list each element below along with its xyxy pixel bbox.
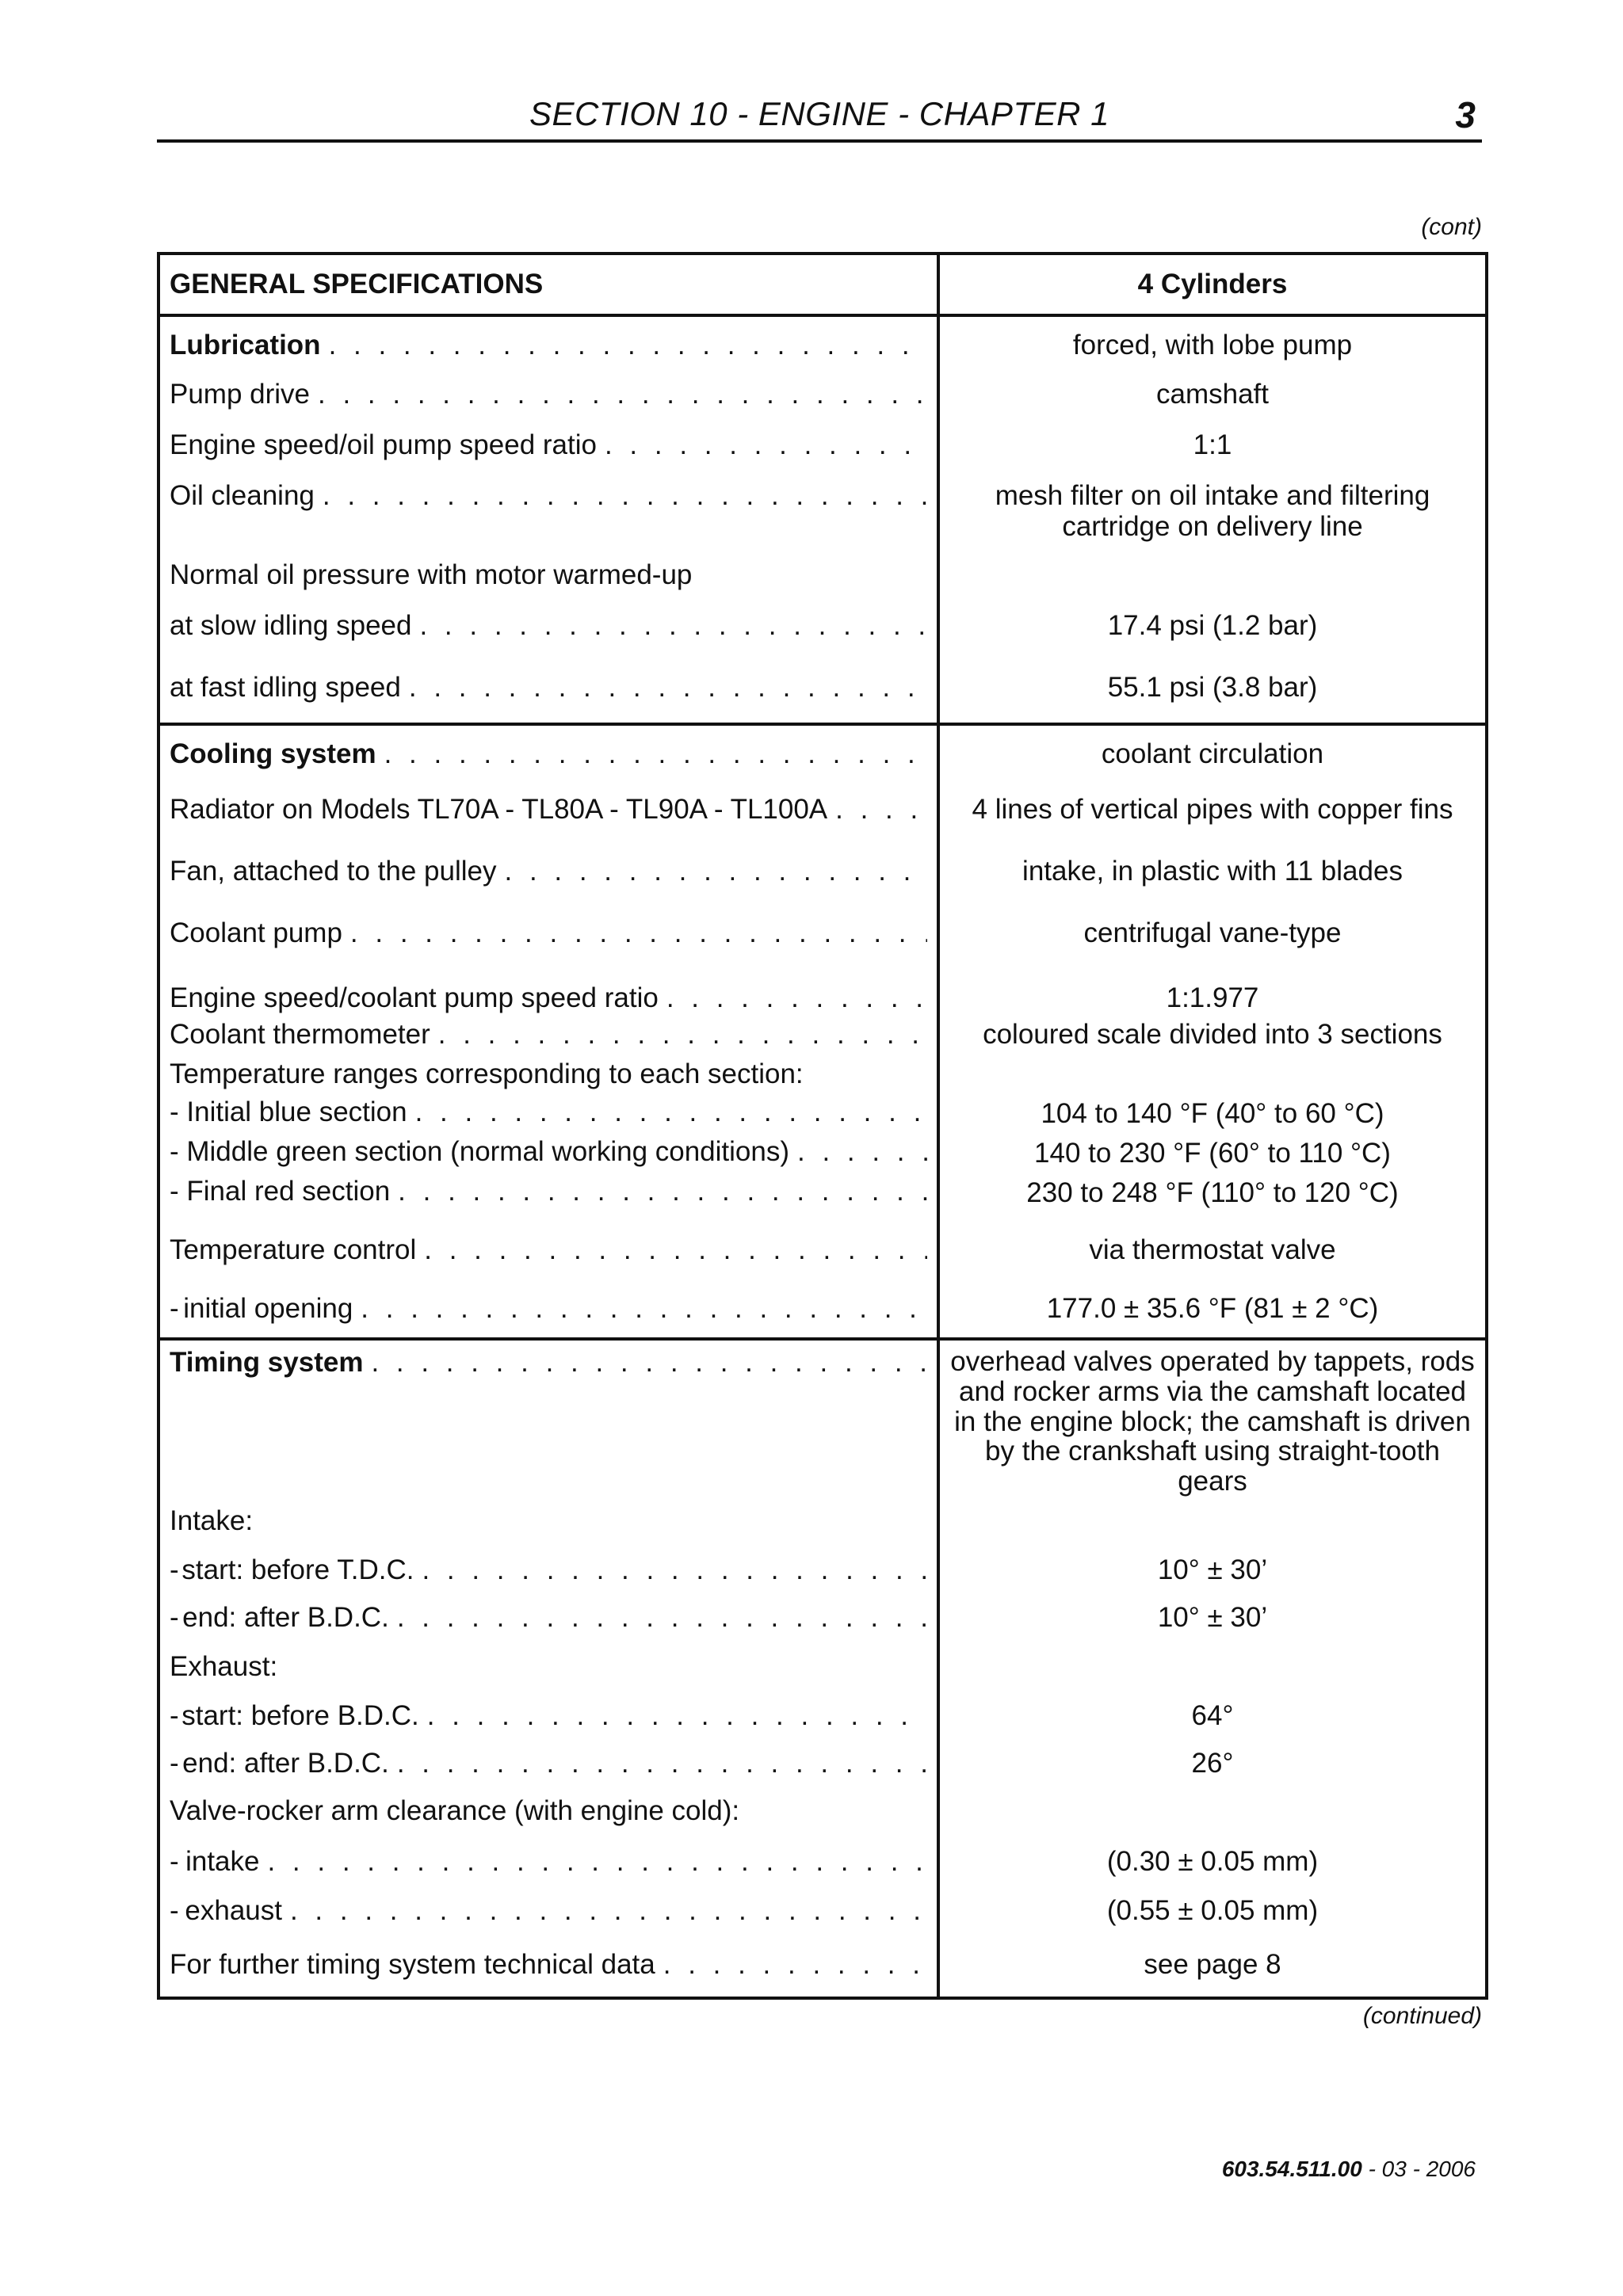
column-header-cylinders: 4 Cylinders: [938, 254, 1487, 315]
dash-marker: -: [170, 1846, 179, 1877]
row-label: - Initial blue section: [170, 1097, 407, 1127]
row-value: 26°: [938, 1745, 1487, 1792]
dash-marker: -: [170, 1700, 179, 1731]
subheading-exhaust: Exhaust:: [158, 1648, 938, 1695]
page-header: [157, 86, 1482, 143]
row-label: intake: [185, 1846, 260, 1877]
subheading-intake: Intake:: [158, 1502, 938, 1550]
row-value-line: cartridge on delivery line: [1062, 511, 1363, 543]
table-header-row: [158, 254, 1487, 315]
row-value-line: and rocker arms via the camshaft located: [958, 1375, 1466, 1407]
section-title: SECTION 10 - ENGINE - CHAPTER 1: [529, 95, 1109, 132]
row-value: see page 8: [938, 1943, 1487, 1998]
row-value-line: in the engine block; the camshaft is driven: [954, 1405, 1471, 1437]
dash-marker: -: [170, 1293, 179, 1324]
table-row: [158, 843, 1487, 905]
row-label: Coolant thermometer: [170, 1019, 430, 1050]
row-label: - Final red section: [170, 1176, 391, 1207]
page-footer: [1222, 2157, 1476, 2182]
table-row: [158, 1502, 1487, 1550]
row-value: centrifugal vane-type: [938, 905, 1487, 967]
row-value: (0.55 ± 0.05 mm): [938, 1890, 1487, 1943]
table-row: [158, 905, 1487, 967]
row-label: - Middle green section (normal working conditions): [170, 1136, 790, 1167]
subheading-temperature-ranges: Temperature ranges corresponding to each section:: [158, 1054, 938, 1093]
continued-from-note: (cont): [1421, 214, 1482, 240]
subheading-valve-clearance: Valve-rocker arm clearance (with engine cold):: [158, 1792, 938, 1841]
row-label: Oil cleaning: [170, 480, 315, 511]
table-row: [158, 1745, 1487, 1792]
table-row: [158, 1648, 1487, 1695]
row-value-cooling-system: coolant circulation: [938, 724, 1487, 783]
row-value: 104 to 140 °F (40° to 60 °C): [938, 1093, 1487, 1133]
row-value: camshaft: [938, 371, 1487, 421]
table-row: [158, 472, 1487, 551]
table-row: [158, 1943, 1487, 1998]
row-value: intake, in plastic with 11 blades: [938, 843, 1487, 905]
table-row: [158, 659, 1487, 724]
table-row: [158, 783, 1487, 843]
row-label: Radiator on Models TL70A - TL80A - TL90A - TL100A: [170, 794, 828, 825]
row-value-line: gears: [1178, 1466, 1247, 1497]
row-label: at fast idling speed: [170, 672, 401, 703]
row-label-cooling-system: Cooling system: [170, 738, 376, 769]
table-row: [158, 1599, 1487, 1648]
row-value: (0.30 ± 0.05 mm): [938, 1841, 1487, 1890]
table-row: [158, 1133, 1487, 1173]
row-label: start: before T.D.C.: [181, 1554, 414, 1585]
page-number: 3: [1455, 94, 1476, 135]
table-row: [158, 1339, 1487, 1502]
row-label: at slow idling speed: [170, 610, 412, 641]
table-row: [158, 1173, 1487, 1226]
continued-note: (continued): [1362, 2003, 1482, 2029]
row-value: 177.0 ± 35.6 °F (81 ± 2 °C): [938, 1285, 1487, 1339]
row-value: 17.4 psi (1.2 bar): [938, 602, 1487, 659]
table-row: [158, 1550, 1487, 1599]
row-label: end: after B.D.C.: [182, 1602, 389, 1633]
row-value: via thermostat valve: [938, 1226, 1487, 1285]
row-value: 1:1: [938, 421, 1487, 472]
table-row: [158, 724, 1487, 783]
dash-marker: -: [170, 1602, 179, 1633]
document-date: - 03 - 2006: [1361, 2157, 1476, 2181]
table-row: [158, 602, 1487, 659]
row-label: Engine speed/coolant pump speed ratio: [170, 982, 659, 1013]
row-label: For further timing system technical data: [170, 1949, 655, 1980]
table-row: [158, 1226, 1487, 1285]
row-label: end: after B.D.C.: [182, 1748, 389, 1779]
table-row: [158, 421, 1487, 472]
dash-marker: -: [170, 1748, 179, 1779]
table-row: [158, 1841, 1487, 1890]
row-value-line: by the crankshaft using straight-tooth: [985, 1436, 1440, 1467]
table-row: [158, 1792, 1487, 1841]
subheading-oil-pressure: Normal oil pressure with motor warmed-up: [158, 551, 938, 602]
row-value: 140 to 230 °F (60° to 110 °C): [938, 1133, 1487, 1173]
row-value: 10° ± 30’: [938, 1550, 1487, 1599]
document-code: 603.54.511.00: [1221, 2157, 1362, 2181]
row-value: 55.1 psi (3.8 bar): [938, 659, 1487, 724]
dash-marker: -: [170, 1554, 179, 1585]
table-row: [158, 371, 1487, 421]
table-row: [158, 967, 1487, 1014]
table-row: [158, 1054, 1487, 1093]
dash-marker: -: [170, 1895, 179, 1926]
row-label-lubrication: Lubrication: [170, 330, 321, 360]
table-row: [158, 1014, 1487, 1054]
row-label: Temperature control: [170, 1234, 417, 1265]
row-label-timing-system: Timing system: [170, 1347, 364, 1378]
row-value: 10° ± 30’: [938, 1599, 1487, 1648]
general-specifications-table: [157, 252, 1488, 2000]
table-row: [158, 1695, 1487, 1745]
row-value: coloured scale divided into 3 sections: [938, 1014, 1487, 1054]
row-value: 1:1.977: [938, 967, 1487, 1014]
row-value: 230 to 248 °F (110° to 120 °C): [938, 1173, 1487, 1226]
row-value-line: overhead valves operated by tappets, rods: [950, 1346, 1475, 1377]
row-value-lubrication: forced, with lobe pump: [938, 315, 1487, 371]
table-row: [158, 315, 1487, 371]
table-row: [158, 1285, 1487, 1339]
row-value: 64°: [938, 1695, 1487, 1745]
row-value: 4 lines of vertical pipes with copper fins: [938, 783, 1487, 843]
row-label: Coolant pump: [170, 917, 342, 948]
table-row: [158, 1093, 1487, 1133]
row-label: exhaust: [185, 1895, 282, 1926]
row-value-line: mesh filter on oil intake and filtering: [995, 480, 1430, 511]
row-label: Pump drive: [170, 379, 311, 410]
row-label: Fan, attached to the pulley: [170, 856, 497, 887]
column-header-specifications: GENERAL SPECIFICATIONS: [158, 254, 938, 315]
row-label: start: before B.D.C.: [181, 1700, 419, 1731]
row-label: Engine speed/oil pump speed ratio: [170, 429, 597, 460]
table-row: [158, 551, 1487, 602]
row-label: initial opening: [183, 1293, 353, 1324]
table-row: [158, 1890, 1487, 1943]
